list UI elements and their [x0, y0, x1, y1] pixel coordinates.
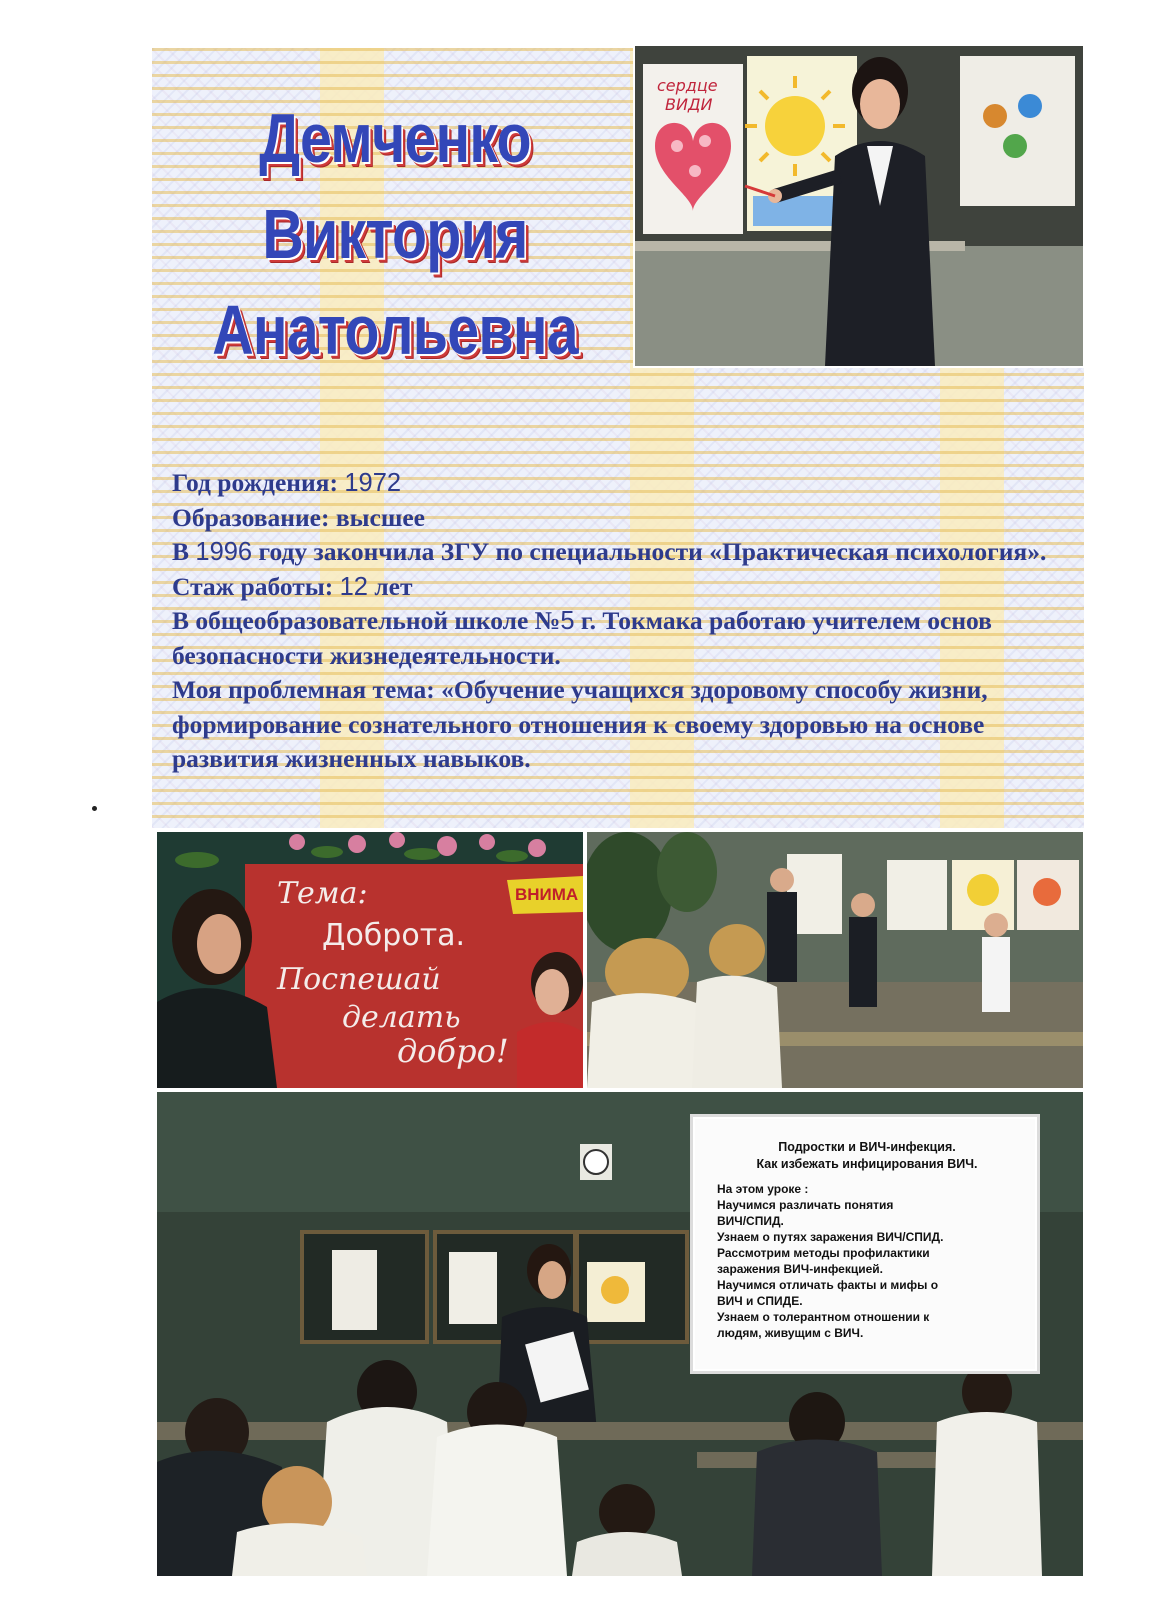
slide-line-0: На этом уроке : — [717, 1182, 809, 1196]
attention-banner: ВНИМА — [515, 885, 579, 904]
slide-line-1: Научимся различать понятия — [717, 1198, 894, 1212]
students-presenting-photo — [585, 830, 1085, 1090]
slide-line-9: людям, живущим с ВИЧ. — [717, 1326, 864, 1340]
slide-line-3: Узнаем о путях заражения ВИЧ/СПИД. — [717, 1230, 944, 1244]
chalk-line-hurry: Поспешай — [277, 962, 441, 997]
chalkboard-illustration — [157, 832, 583, 1088]
slide-line-8: Узнаем о толерантном отношении к — [717, 1310, 930, 1324]
slide-title: Подростки и ВИЧ-инфекция. Как избежать инфицирования ВИЧ. — [756, 1140, 978, 1171]
chalk-line-good: добро! — [397, 1032, 509, 1070]
problem-theme-line: Моя проблемная тема: «Обучение учащихся здоровому способу жизни, формирование сознательного отношения к своему здоровью на основе развития жизненных навыков. — [172, 675, 988, 773]
patronymic: Анатольевна — [212, 291, 578, 369]
chalkboard-photo — [155, 830, 585, 1090]
education-line: Образование: высшее — [172, 502, 425, 532]
slide-line-7: ВИЧ и СПИДЕ. — [717, 1294, 803, 1308]
school-line: В общеобразовательной школе №5 г. Токмака работаю учителем основ безопасности жизнедеятельности. — [172, 606, 992, 670]
slide-line-5: заражения ВИЧ-инфекцией. — [717, 1262, 883, 1276]
slide-line-2: ВИЧ/СПИД. — [717, 1214, 784, 1228]
scan-speck — [92, 806, 97, 811]
name-title — [160, 90, 630, 378]
projector-slide — [693, 1117, 1037, 1371]
classroom-presentation-illustration — [587, 832, 1083, 1088]
teacher-portrait-photo — [633, 44, 1085, 368]
chalk-topic-label: Тема: — [277, 876, 368, 911]
poster-text-2: ВИДИ — [665, 95, 713, 114]
surname: Демченко — [259, 99, 531, 177]
graduation-line: В 1996 году закончила ЗГУ по специальности «Практическая психология». — [172, 537, 1047, 566]
birth-year-line: Год рождения: 1972 — [172, 468, 402, 497]
slide-line-4: Рассмотрим методы профилактики — [717, 1246, 930, 1260]
first-name: Виктория — [262, 195, 528, 273]
experience-line: Стаж работы: 12 лет — [172, 571, 413, 601]
chalk-line-do: делать — [342, 1000, 461, 1035]
chalk-topic-kindness: Доброта. — [322, 918, 466, 953]
teacher-portrait-illustration — [635, 46, 1083, 366]
poster-text-1: сердцe — [657, 76, 718, 95]
slide-line-6: Научимся отличать факты и мифы о — [717, 1278, 939, 1292]
biography-text — [172, 466, 1072, 777]
